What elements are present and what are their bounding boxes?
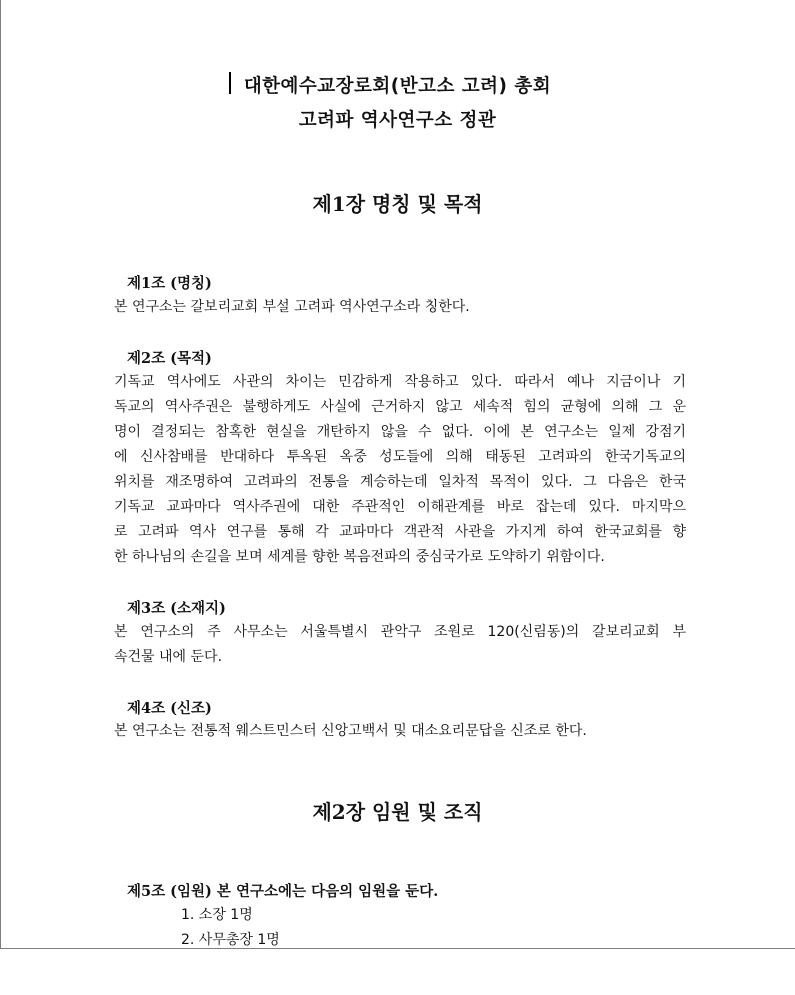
article-2-line: 한 하나님의 손길을 보며 세계를 향한 복음전파의 중심국가로 도약하기 위함이다. — [114, 549, 605, 565]
chapter-2-heading: 제2장 임원 및 조직 — [312, 800, 483, 824]
article-2-line: 명이 결정되는 참혹한 현실을 개탄하지 않을 수 없다. 이에 본 연구소는 일제 강점기 — [114, 424, 686, 440]
page-bottom-border — [0, 948, 795, 949]
article-2-line: 위치를 재조명하여 고려파의 전통을 계승하는데 일차적 목적이 있다. 그 다음은 한국 — [114, 474, 686, 490]
article-3-heading: 제3조 (소재지) — [127, 600, 226, 617]
article-2-heading: 제2조 (목적) — [127, 350, 212, 367]
article-2-line: 기독교 역사에도 사관의 차이는 민감하게 작용하고 있다. 따라서 예나 지금이나 기 — [114, 374, 686, 390]
article-4-heading: 제4조 (신조) — [127, 700, 212, 717]
article-2-line: 기독교 교파마다 역사주권에 대한 주관적인 이해관계를 바로 잡는데 있다. 마지막으 — [114, 499, 686, 515]
article-1-heading: 제1조 (명칭) — [127, 275, 212, 292]
article-4-line: 본 연구소는 전통적 웨스트민스터 신앙고백서 및 대소요리문답을 신조로 한다. — [114, 723, 587, 739]
document-subtitle: 고려파 역사연구소 정관 — [298, 110, 497, 131]
article-2-line: 에 신사참배를 반대하다 투옥된 옥중 성도들에 의해 태동된 고려파의 한국기독교의 — [114, 449, 686, 465]
article-5-heading: 제5조 (임원) 본 연구소에는 다음의 임원을 둔다. — [127, 883, 439, 900]
article-3-line: 본 연구소의 주 사무소는 서울특별시 관악구 조원로 120(신림동)의 갈보리교회 부 — [114, 624, 686, 640]
article-2-line: 로 고려파 역사 연구를 통해 각 교파마다 객관적 사관을 가지게 하여 한국교회를 향 — [114, 524, 686, 540]
article-2-line: 독교의 역사주권은 불행하게도 사실에 근거하지 않고 세속적 힘의 균형에 의해 그 운 — [114, 399, 686, 415]
article-1-line: 본 연구소는 갈보리교회 부설 고려파 역사연구소라 칭한다. — [114, 299, 470, 315]
article-3-line: 속건물 내에 둔다. — [114, 649, 223, 665]
list-item: 1. 소장 1명 — [181, 907, 253, 923]
chapter-1-heading: 제1장 명칭 및 목적 — [312, 192, 483, 216]
document-title: 대한예수교장로회(반고소 고려) 총회 — [243, 76, 552, 97]
list-item: 2. 사무총장 1명 — [181, 932, 280, 948]
